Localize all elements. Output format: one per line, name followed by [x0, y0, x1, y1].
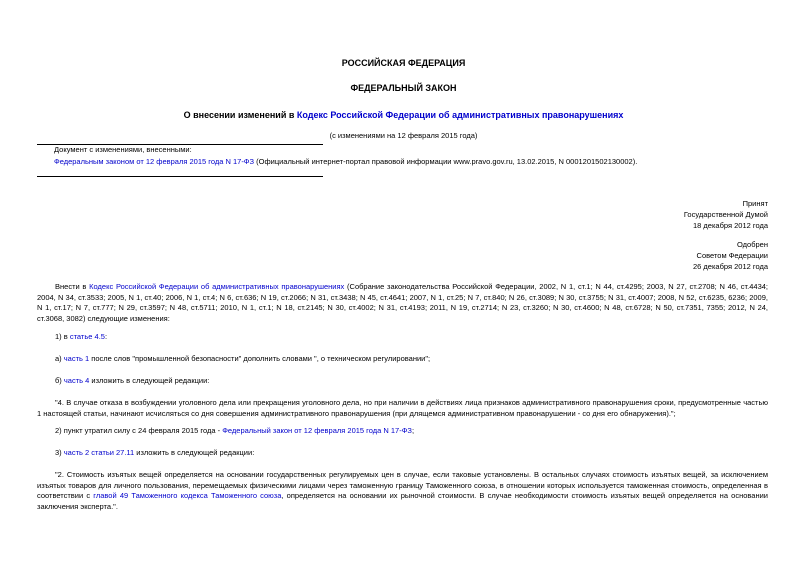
item-a-prefix: а) [55, 354, 64, 363]
repealing-law-link[interactable]: Федеральный закон от 12 февраля 2015 года N 17-ФЗ [222, 426, 412, 435]
law-title [0, 109, 807, 122]
item-2 [37, 426, 768, 437]
item-1-suffix: : [104, 332, 108, 341]
part-1-link[interactable]: часть 1 [63, 354, 90, 363]
item-1-prefix: 1) в [55, 332, 70, 341]
amending-law-link[interactable]: Федеральным законом от 12 февраля 2015 года N 17-ФЗ [54, 156, 255, 166]
item-a-text: после слов "промышленной безопасности" дополнить словами ", о техническом регулировании"; [89, 354, 431, 363]
code-link-title[interactable]: Кодекс Российской Федерации об административных правонарушениях [296, 110, 624, 120]
quote-part-2-text-2: , определяется на основании их рыночной стоимости. В случае необходимости стоимость изъятых вещей определяется на основании заключения эксперта.". [37, 491, 768, 511]
item-b [37, 376, 768, 387]
doc-type-heading: ФЕДЕРАЛЬНЫЙ ЗАКОН [350, 83, 457, 93]
item-3 [37, 448, 768, 459]
item-2-prefix: 2) пункт утратил силу с 24 февраля 2015 года - [55, 426, 223, 435]
item-1 [37, 332, 768, 343]
item-2-suffix: ; [411, 426, 415, 435]
intro-paragraph [37, 282, 768, 325]
item-3-prefix: 3) [55, 448, 64, 457]
part-4-link[interactable]: часть 4 [63, 376, 90, 385]
item-a [37, 354, 768, 365]
duma-adoption [684, 199, 768, 232]
duma-status: Принят [742, 199, 768, 208]
amendments-note [37, 145, 677, 167]
duma-date: 18 декабря 2012 года [692, 220, 768, 230]
item-b-prefix: б) [55, 376, 64, 385]
council-status: Одобрен [737, 240, 768, 249]
amendments-note-publication: (Официальный интернет-портал правовой информации www.pravo.gov.ru, 13.02.2015, N 0001201502130002). [254, 156, 638, 166]
quote-part-4: "4. В случае отказа в возбуждении уголовного дела или прекращения уголовного дела, но при наличии в действиях лица признаков административного правонарушения сроки, предусмотренные частью 1 настоящей статьи, начинают исчисляться со дня совершения административного правонарушения (при длящемся административном правонарушении - со дня его обнаружения)."; [37, 398, 768, 418]
item-3-text: изложить в следующей редакции: [134, 448, 255, 457]
note-divider-bottom [37, 176, 323, 177]
quote-part-2-text-1: "2. Стоимость изъятых вещей определяется на основании государственных регулируемых цен в случае, если таковые установлены. В остальных случаях стоимость изъятых вещей, за исключением изъятых товаров для личного пользования, перемещаемых физическими лицами через таможенную границу Таможенного союза, в отношении которых используется таможенная стоимость, определенная в соответствии с [37, 470, 768, 501]
council-date: 26 декабря 2012 года [692, 261, 768, 271]
law-title-prefix: О внесении изменений в [183, 110, 297, 120]
duma-body: Государственной Думой [683, 209, 768, 219]
intro-text: (Собрание законодательства Российской Федерации, 2002, N 1, ст.1; N 44, ст.4295; 2003, N 27, ст.2708; N 46, ст.4434; 2004, N 34, ст.3533; 2005, N 1, ст.40; 2006, N 1, ст.4; N 6, ст.636; N 19, ст.2066; N 31, ст.3438; N 45, ст.4641; 2007, N 1, ст.25; N 7, ст.840; N 26, ст.3089; N 30, ст.3755; N 31, ст.4007; 2008, N 52, ст.6235, 6236; 2009, N 1, ст.17; N 7, ст.777; N 29, ст.3597; N 48, ст.5711; 2010, N 1, ст.1; N 18, ст.2145; N 30, ст.4002; N 31, ст.4193; 2011, N 19, ст.2714; N 23, ст.3260; N 30, ст.4600; N 48, ст.6728; N 50, ст.7351, 7355; 2012, N 24, ст.3068, 3082) следующие изменения: [37, 282, 769, 323]
amendments-note-label: Документ с изменениями, внесенными: [54, 145, 192, 154]
quote-part-2 [37, 470, 768, 513]
country-heading: РОССИЙСКАЯ ФЕДЕРАЦИЯ [341, 58, 466, 68]
council-approval [693, 240, 768, 273]
edition-note: (с изменениями на 12 февраля 2015 года) [329, 131, 478, 140]
item-b-text: изложить в следующей редакции: [89, 376, 210, 385]
council-body: Советом Федерации [696, 250, 768, 260]
code-link-intro[interactable]: Кодекс Российской Федерации об административных правонарушениях [89, 282, 345, 291]
article-27-11-link[interactable]: часть 2 статьи 27.11 [63, 448, 135, 457]
article-4-5-link[interactable]: статье 4.5 [69, 332, 105, 341]
amendments-note-source [37, 157, 677, 168]
customs-code-link[interactable]: главой 49 Таможенного кодекса Таможенного союза [93, 491, 282, 501]
intro-prefix: Внести в [55, 282, 90, 291]
